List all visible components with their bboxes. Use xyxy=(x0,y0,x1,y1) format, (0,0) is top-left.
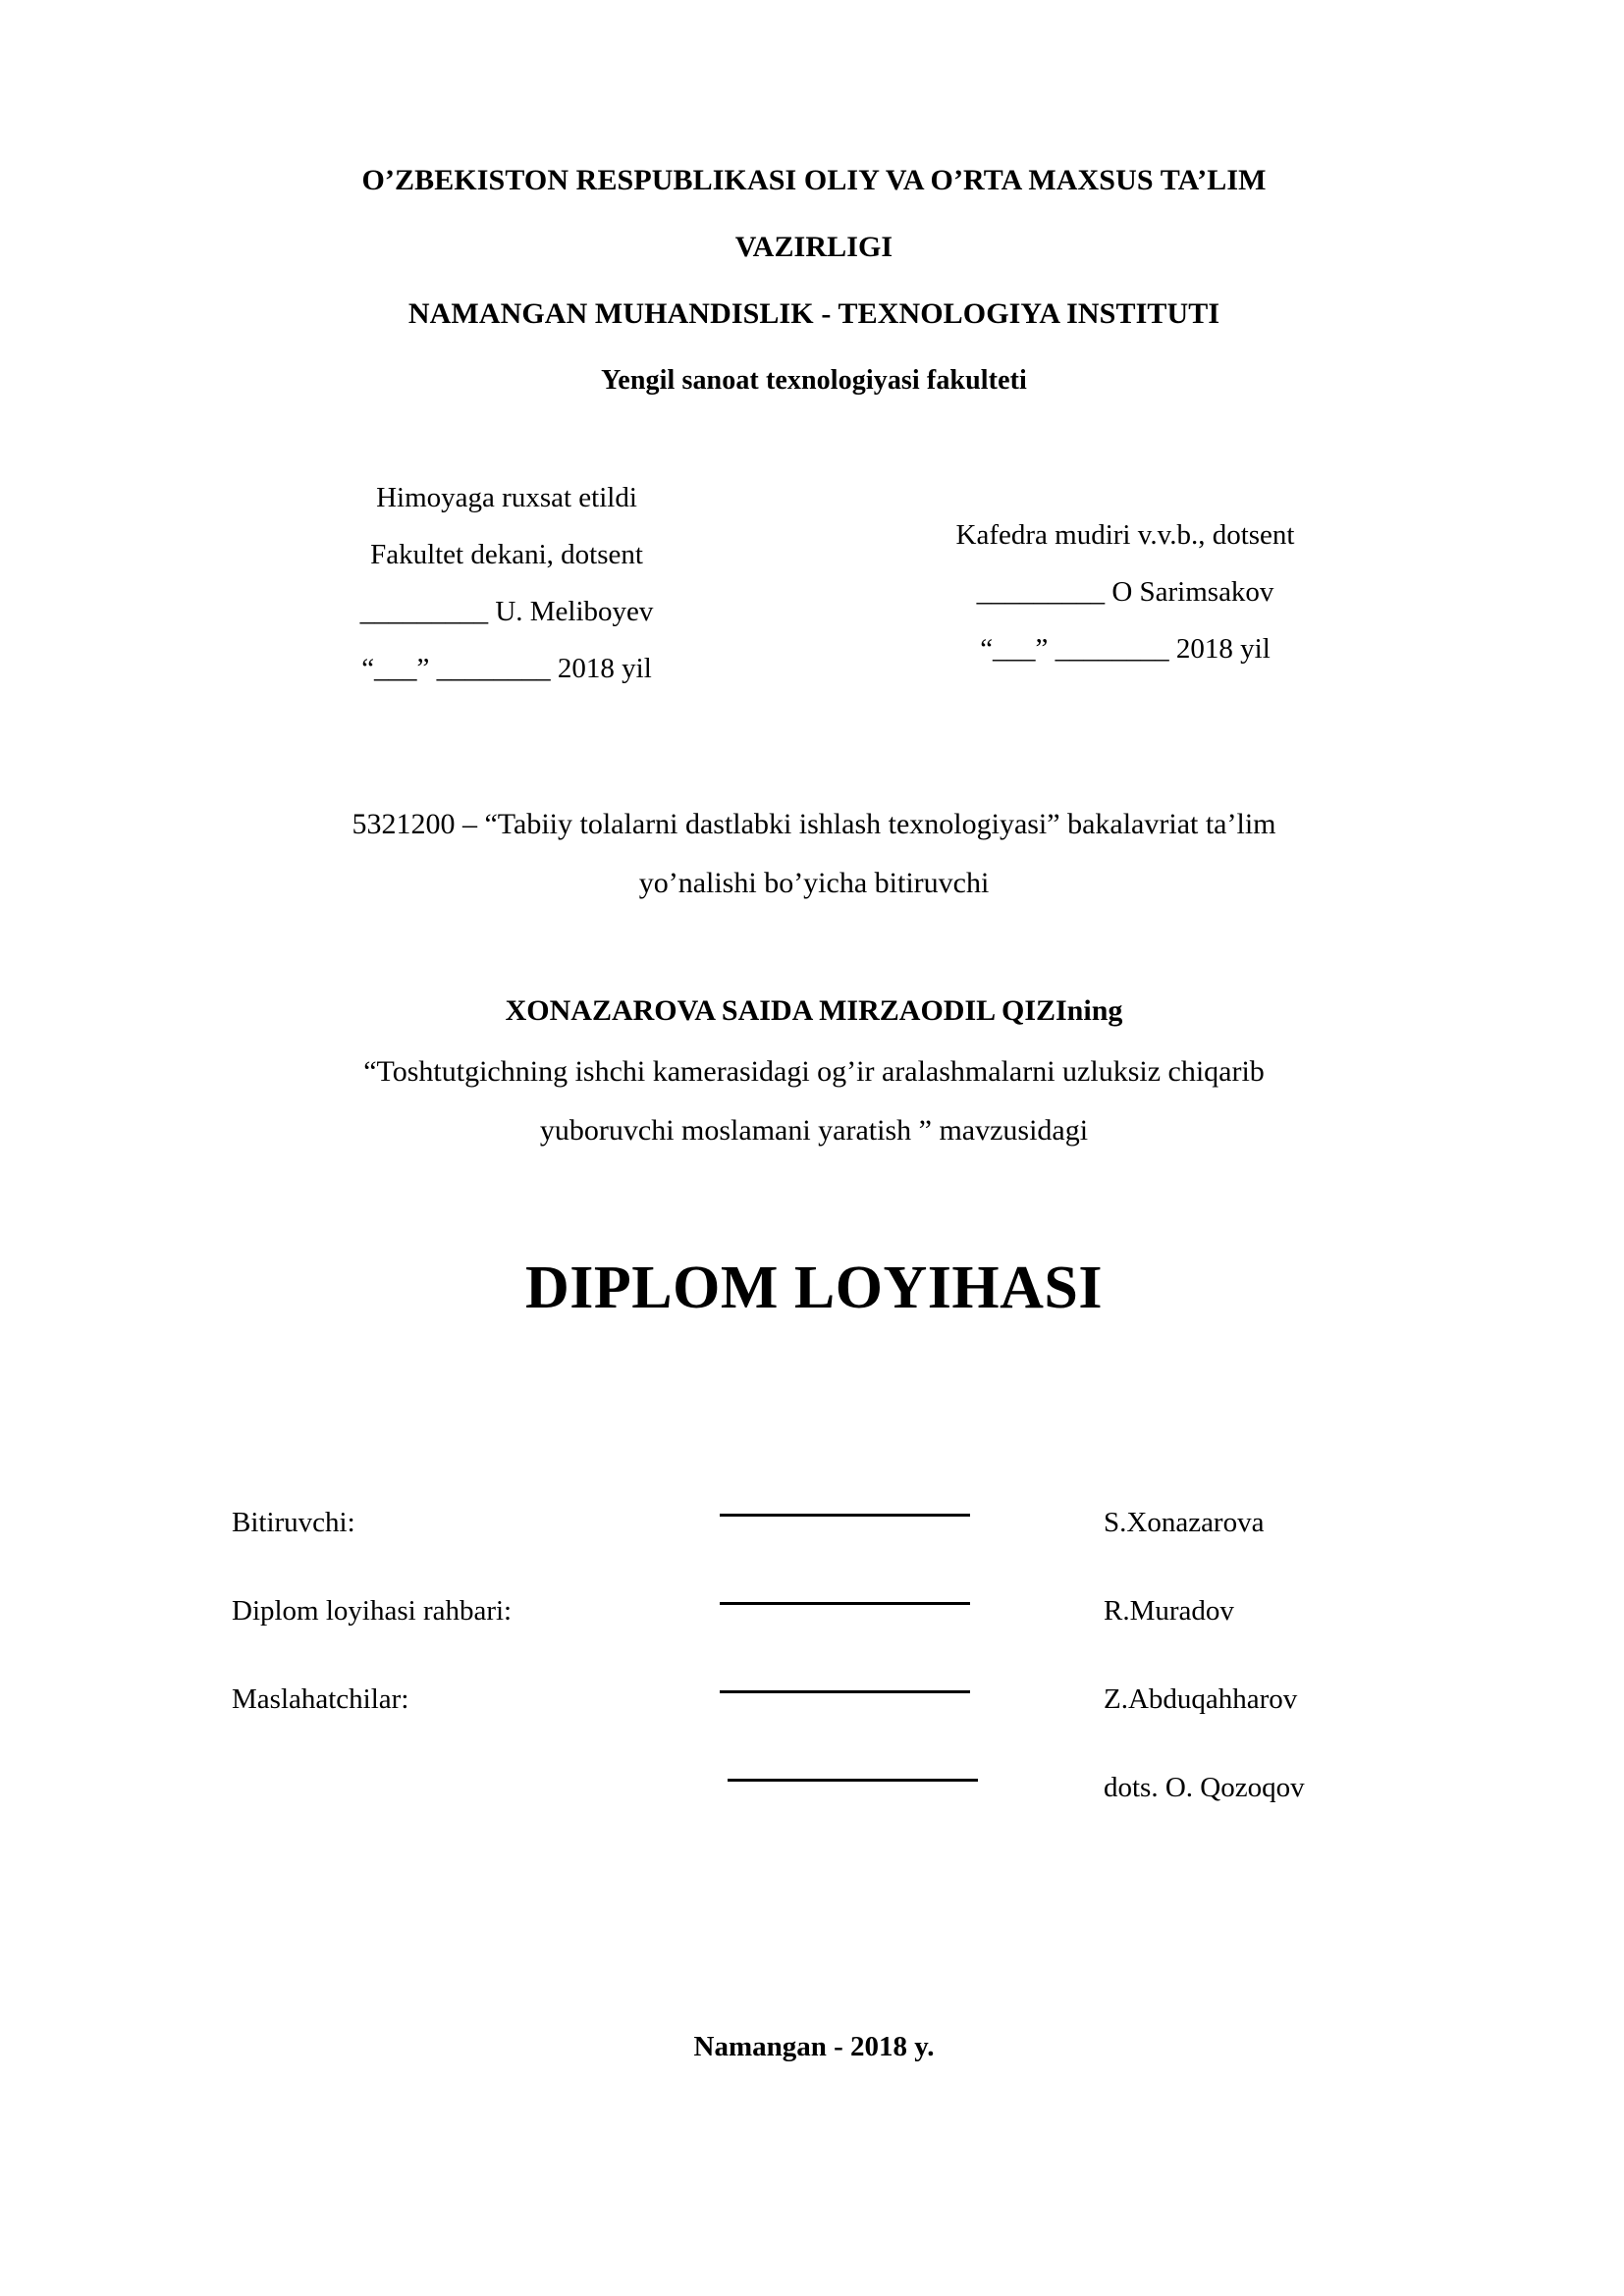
thesis-theme-line-2: yuboruvchi moslamani yaratish ” mavzusidagi xyxy=(539,1114,1089,1147)
dean-title-line: Fakultet dekani, dotsent xyxy=(370,539,643,570)
signature-rule-advisor-first xyxy=(720,1690,970,1693)
signature-row-supervisor xyxy=(232,1588,1400,1677)
thesis-theme-line-1: “Toshtutgichning ishchi kamerasidagi og’ir aralashmalarni uzluksiz chiqarib xyxy=(363,1055,1265,1088)
signature-row-graduate xyxy=(232,1500,1400,1588)
signature-label-supervisor: Diplom loyihasi rahbari: xyxy=(232,1595,513,1627)
signature-label-graduate: Bitiruvchi: xyxy=(232,1507,355,1538)
signature-name-advisor-first: Z.Abduqahharov xyxy=(1104,1683,1298,1715)
dean-approval-line-1: Himoyaga ruxsat etildi xyxy=(376,482,637,513)
speciality-block xyxy=(232,795,1396,913)
signature-name-advisor-second: dots. O. Qozoqov xyxy=(1104,1772,1305,1803)
faculty-name: Yengil sanoat texnologiyasi fakulteti xyxy=(601,365,1027,396)
student-name: XONAZAROVA SAIDA MIRZAODIL QIZIning xyxy=(505,994,1123,1027)
department-head-date-line: “___” ________ 2018 yil xyxy=(980,633,1271,665)
signature-row-advisor-second xyxy=(232,1765,1400,1826)
dean-approval-block xyxy=(232,469,782,697)
department-head-signature-line: _________ O Sarimsakov xyxy=(976,576,1274,608)
approval-blocks xyxy=(232,469,1400,695)
signature-rule-advisor-second xyxy=(728,1779,978,1782)
dean-date-line: “___” ________ 2018 yil xyxy=(361,653,652,684)
signature-table xyxy=(232,1500,1400,1826)
institution-header xyxy=(232,147,1396,414)
department-head-approval-block xyxy=(850,507,1400,677)
thesis-theme xyxy=(232,1042,1396,1160)
ministry-line-1: O’ZBEKISTON RESPUBLIKASI OLIY VA O’RTA MAXSUS TA’LIM xyxy=(361,164,1267,196)
page-title: DIPLOM LOYIHASI xyxy=(525,1255,1103,1321)
ministry-line-2: VAZIRLIGI xyxy=(734,231,893,263)
signature-rule-supervisor xyxy=(720,1602,970,1605)
signature-label-advisors: Maslahatchilar: xyxy=(232,1683,409,1715)
institute-name: NAMANGAN MUHANDISLIK - TEXNOLOGIYA INSTITUTI xyxy=(407,297,1220,330)
speciality-line-2: yo’nalishi bo’yicha bitiruvchi xyxy=(638,867,990,899)
signature-rule-graduate xyxy=(720,1514,970,1517)
speciality-line-1: 5321200 – “Tabiiy tolalarni dastlabki ishlash texnologiyasi” bakalavriat ta’lim xyxy=(352,808,1276,840)
dean-signature-line: _________ U. Meliboyev xyxy=(359,596,654,627)
signature-row-advisor-first xyxy=(232,1677,1400,1765)
department-head-title-line: Kafedra mudiri v.v.b., dotsent xyxy=(955,519,1295,551)
page-footer: Namangan - 2018 y. xyxy=(693,2031,935,2062)
signature-name-supervisor: R.Muradov xyxy=(1104,1595,1234,1627)
signature-name-graduate: S.Xonazarova xyxy=(1104,1507,1265,1538)
